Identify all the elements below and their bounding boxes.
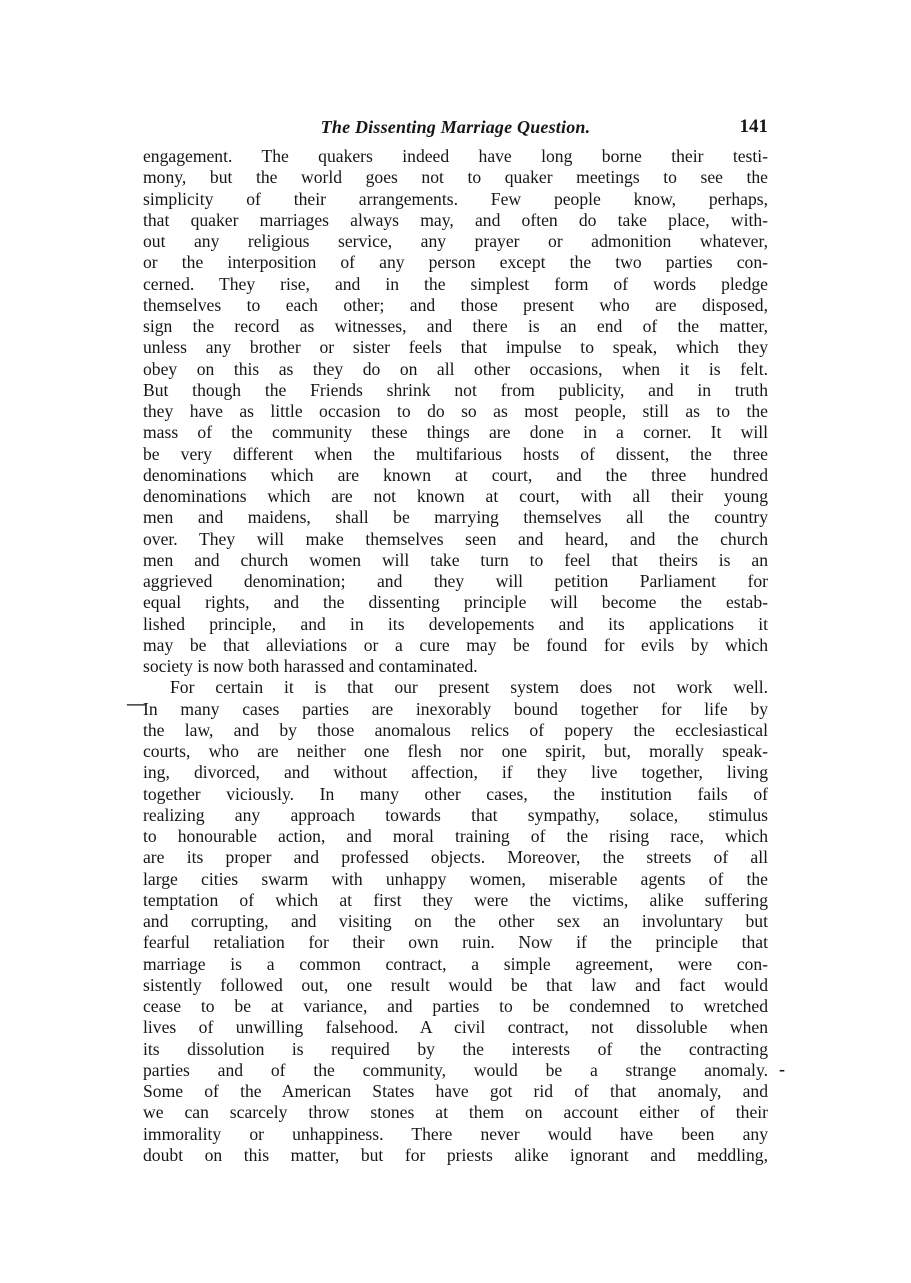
- text-line: together viciously. In many other cases, the institution fails of: [143, 783, 768, 804]
- running-title: The Dissenting Marriage Question.: [320, 117, 591, 137]
- text-line: be very different when the multifarious hosts of dissent, the three: [143, 443, 768, 464]
- text-line: engagement. The quakers indeed have long borne their testi-: [143, 146, 768, 166]
- text-line: But though the Friends shrink not from publicity, and in truth: [143, 379, 768, 400]
- text-line: simplicity of their arrangements. Few people know, perhaps,: [143, 188, 768, 209]
- text-line: the law, and by those anomalous relics of popery the ecclesiastical: [143, 719, 768, 740]
- text-line: denominations which are not known at court, with all their young: [143, 486, 768, 506]
- text-line: over. They will make themselves seen and heard, and the church: [143, 528, 768, 549]
- text-line: we can scarcely throw stones at them on account either of their: [143, 1102, 768, 1123]
- text-line: doubt on this matter, but for priests alike ignorant and meddling,: [143, 1144, 768, 1165]
- text-line: In many cases parties are inexorably bound together for life by: [143, 698, 768, 719]
- text-line: denominations which are known at court, and the three hundred: [143, 464, 768, 485]
- text-line: are its proper and professed objects. Moreover, the streets of all: [143, 847, 768, 868]
- text-line: to honourable action, and moral training of the rising race, which: [143, 826, 768, 846]
- running-head: [143, 114, 768, 144]
- text-line: courts, who are neither one flesh nor one spirit, but, morally speak-: [143, 741, 768, 761]
- text-line: cerned. They rise, and in the simplest form of words pledge: [143, 273, 768, 294]
- text-line: mony, but the world goes not to quaker meetings to see the: [143, 167, 768, 188]
- text-line: lives of unwilling falsehood. A civil contract, not dissoluble when: [143, 1017, 768, 1038]
- text-line: obey on this as they do on all other occasions, when it is felt.: [143, 358, 768, 379]
- paragraph-1: [143, 146, 768, 677]
- text-line: its dissolution is required by the interests of the contracting: [143, 1038, 768, 1059]
- text-line: immorality or unhappiness. There never would have been any: [143, 1123, 768, 1144]
- text-line: aggrieved denomination; and they will petition Parliament for: [143, 571, 768, 591]
- body-text: [143, 146, 768, 1166]
- text-line: large cities swarm with unhappy women, miserable agents of the: [143, 868, 768, 889]
- text-line: sistently followed out, one result would be that law and fact would: [143, 974, 768, 995]
- text-line: sign the record as witnesses, and there is an end of the matter,: [143, 316, 768, 336]
- text-line: For certain it is that our present system does not work well.: [170, 677, 768, 698]
- text-line: men and maidens, shall be marrying themselves all the country: [143, 507, 768, 528]
- text-line: temptation of which at first they were the victims, alike suffering: [143, 889, 768, 910]
- text-line: lished principle, and in its developements and its applications it: [143, 613, 768, 634]
- text-line: cease to be at variance, and parties to be condemned to wretched: [143, 996, 768, 1016]
- text-line: Some of the American States have got rid of that anomaly, and: [143, 1081, 768, 1101]
- text-line: that quaker marriages always may, and often do take place, with-: [143, 209, 768, 230]
- text-line: unless any brother or sister feels that impulse to speak, which they: [143, 337, 768, 358]
- right-margin-mark: -: [779, 1059, 785, 1079]
- text-line: realizing any approach towards that sympathy, solace, stimulus: [143, 804, 768, 825]
- text-line: marriage is a common contract, a simple agreement, were con-: [143, 953, 768, 974]
- text-line: society is now both harassed and contaminated.: [143, 656, 478, 676]
- text-line: parties and of the community, would be a strange anomaly.: [143, 1059, 768, 1080]
- text-line: may be that alleviations or a cure may be found for evils by which: [143, 634, 768, 655]
- text-line: or the interposition of any person except the two parties con-: [143, 252, 768, 273]
- page-number: 141: [739, 116, 768, 137]
- text-line: they have as little occasion to do so as most people, still as to the: [143, 401, 768, 421]
- left-margin-mark: —: [127, 693, 145, 713]
- text-line: ing, divorced, and without affection, if they live together, living: [143, 762, 768, 783]
- text-line: equal rights, and the dissenting principle will become the estab-: [143, 592, 768, 613]
- paragraph-2: [143, 677, 768, 1166]
- text-line: men and church women will take turn to feel that theirs is an: [143, 549, 768, 570]
- text-line: and corrupting, and visiting on the other sex an involuntary but: [143, 911, 768, 931]
- text-line: out any religious service, any prayer or admonition whatever,: [143, 231, 768, 251]
- text-line: themselves to each other; and those present who are disposed,: [143, 294, 768, 315]
- text-line: mass of the community these things are done in a corner. It will: [143, 422, 768, 443]
- text-line: fearful retaliation for their own ruin. Now if the principle that: [143, 932, 768, 953]
